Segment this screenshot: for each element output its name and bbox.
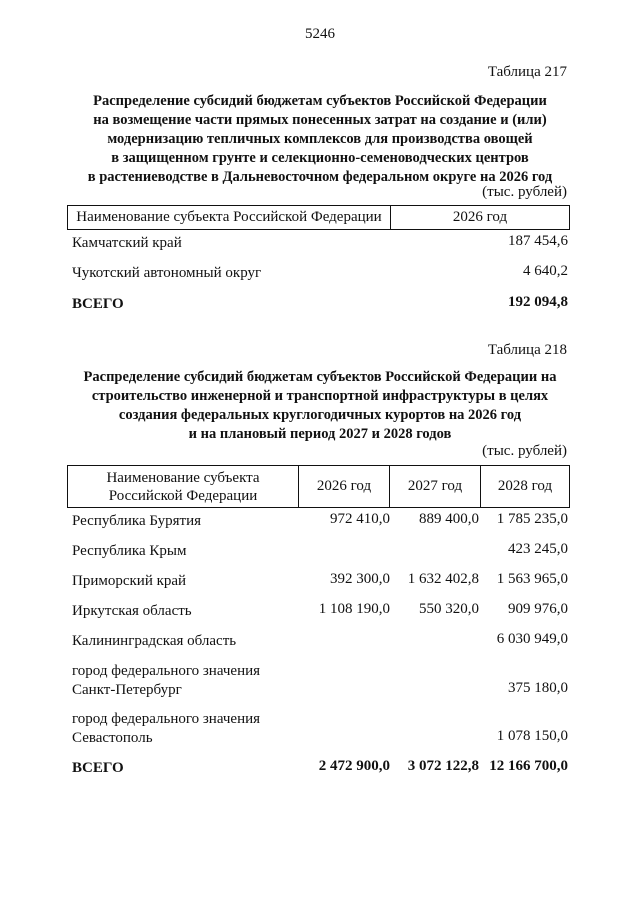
row-value-2028: 1 078 150,0: [496, 728, 568, 744]
row-name: Калининградская область: [72, 633, 237, 649]
row-value-2026: 187 454,6: [508, 233, 568, 249]
row-value-2028: 6 030 949,0: [496, 631, 568, 647]
row-value-2028: 423 245,0: [508, 541, 568, 557]
row-value-2026: 392 300,0: [330, 571, 390, 587]
row-name-line1: город федерального значения: [72, 663, 261, 679]
table-217-unit: (тыс. рублей): [482, 184, 567, 200]
row-value-2026: 972 410,0: [330, 511, 390, 527]
table-218-unit: (тыс. рублей): [482, 443, 567, 459]
title-line: Распределение субсидий бюджетам субъектов Российской Федерации: [93, 93, 547, 109]
header-line: Наименование субъекта: [106, 469, 260, 486]
column-header-2028: 2028 год: [481, 466, 570, 508]
table-218-title: [60, 368, 580, 444]
table-217-title: [60, 92, 580, 187]
row-value-2027: 1 632 402,8: [407, 571, 479, 587]
row-value-2028: 1 563 965,0: [496, 571, 568, 587]
row-value-2028: 1 785 235,0: [496, 511, 568, 527]
total-row: [72, 758, 568, 778]
title-line: в защищенном грунте и селекционно-семеноводческих центров: [111, 150, 529, 166]
row-value-2028: 909 976,0: [508, 601, 568, 617]
table-217-label: Таблица 217: [487, 64, 567, 80]
table-row: [72, 233, 568, 253]
table-row: [72, 709, 568, 749]
title-line: Распределение субсидий бюджетам субъектов Российской Федерации на: [83, 369, 557, 385]
row-name: Республика Крым: [72, 543, 187, 559]
title-line: и на плановый период 2027 и 2028 годов: [188, 426, 452, 442]
row-name-line2: Санкт-Петербург: [72, 682, 182, 698]
title-line: на возмещение части прямых понесенных затрат на создание и (или): [93, 112, 547, 128]
header-line: Российской Федерации: [108, 487, 258, 504]
row-name: Приморский край: [72, 573, 187, 589]
table-row: [72, 661, 568, 701]
table-217-header: [67, 205, 570, 230]
table-row: [72, 601, 568, 621]
table-row: [72, 541, 568, 561]
table-row: [72, 571, 568, 591]
row-name: Камчатский край: [72, 235, 182, 251]
column-header-2026: 2026 год: [391, 206, 570, 230]
total-value-2026: 2 472 900,0: [318, 758, 390, 774]
row-value-2027: 889 400,0: [419, 511, 479, 527]
table-row: [72, 263, 568, 283]
table-row: [72, 511, 568, 531]
table-218-label: Таблица 218: [487, 342, 567, 358]
row-value-2027: 550 320,0: [419, 601, 479, 617]
total-value-2027: 3 072 122,8: [407, 758, 479, 774]
total-label: ВСЕГО: [72, 296, 124, 312]
column-header-subject: Наименование субъекта Российской Федерации: [68, 206, 391, 230]
total-row: [72, 294, 568, 314]
column-header-subject: [68, 466, 299, 508]
table-row: [72, 631, 568, 651]
total-value-2028: 12 166 700,0: [489, 758, 568, 774]
total-label: ВСЕГО: [72, 760, 124, 776]
column-header-2027: 2027 год: [390, 466, 481, 508]
title-line: модернизацию тепличных комплексов для производства овощей: [107, 131, 533, 147]
row-name: Республика Бурятия: [72, 513, 202, 529]
row-value-2028: 375 180,0: [508, 680, 568, 696]
column-header-2026: 2026 год: [299, 466, 390, 508]
row-value-2026: 4 640,2: [523, 263, 568, 279]
table-218-header: [67, 465, 570, 508]
total-value-2026: 192 094,8: [508, 294, 568, 310]
row-name-line1: город федерального значения: [72, 711, 261, 727]
row-name: Чукотский автономный округ: [72, 265, 262, 281]
title-line: в растениеводстве в Дальневосточном федеральном округе на 2026 год: [87, 169, 553, 185]
row-name-line2: Севастополь: [72, 730, 153, 746]
row-value-2026: 1 108 190,0: [318, 601, 390, 617]
title-line: создания федеральных круглогодичных курортов на 2026 год: [118, 407, 522, 423]
page-number: 5246: [305, 26, 335, 42]
row-name: Иркутская область: [72, 603, 192, 619]
title-line: строительство инженерной и транспортной инфраструктуры в целях: [91, 388, 549, 404]
